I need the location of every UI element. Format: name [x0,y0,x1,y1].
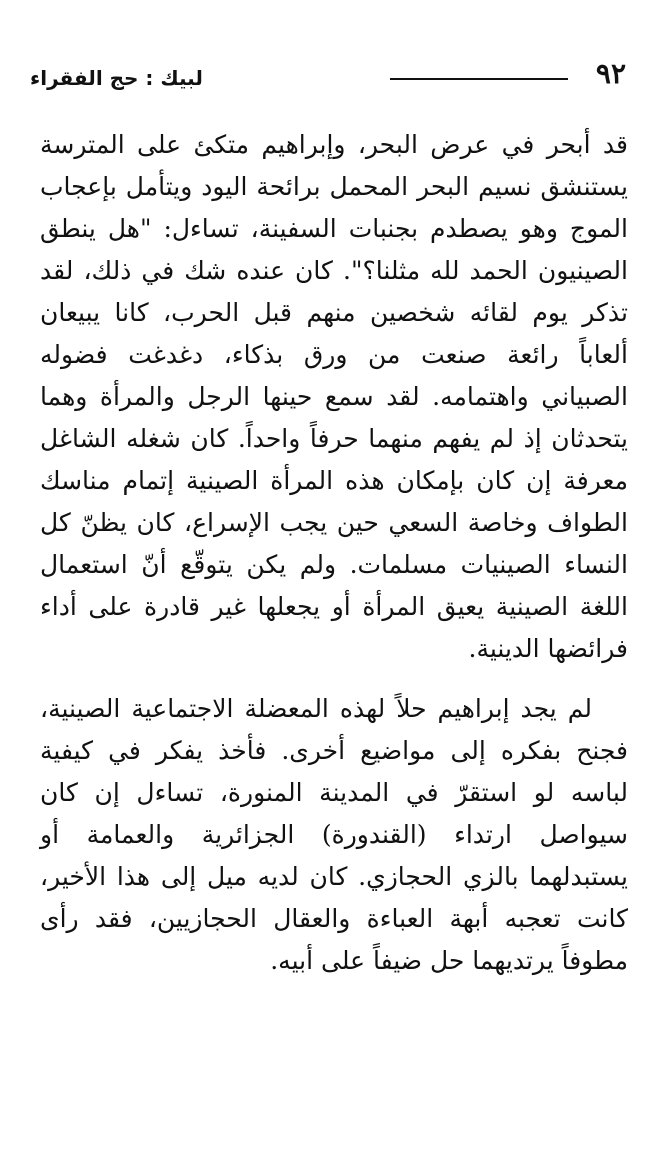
paragraph-2: لم يجد إبراهيم حلاً لهذه المعضلة الاجتماعية الصينية، فجنح بفكره إلى مواضيع أخرى. فأخذ يفكر في كيفية لباسه لو استقرّ في المدينة المنورة، تساءل إن كان سيواصل ارتداء (القندورة) الجزائرية والعمامة أو يستبدلهما بالزي الحجازي. كان لديه ميل إلى هذا الأخير، كانت تعجبه أبهة العباءة والعقال الحجازيين، فقد رأى مطوفاً يرتديهما حل ضيفاً على أبيه. [40,694,628,975]
header-rule [390,78,568,80]
body-text [40,124,628,982]
page-number: ٩٢ [595,57,626,90]
paragraph-1: قد أبحر في عرض البحر، وإبراهيم متكئ على المترسة يستنشق نسيم البحر المحمل برائحة اليود ويتأمل بإعجاب الموج وهو يصطدم بجنبات السفينة، تساءل: "هل ينطق الصينيون الحمد لله مثلنا؟". كان عنده شك في ذلك، لقد تذكر يوم لقائه شخصين منهم قبل الحرب، كانا يبيعان ألعاباً رائعة صنعت من ورق بذكاء، دغدغت فضوله الصبياني واهتمامه. لقد سمع حينها الرجل والمرأة وهما يتحدثان إذ لم يفهم منهما حرفاً واحداً. كان شغله الشاغل معرفة إن كان بإمكان هذه المرأة الصينية إتمام مناسك الطواف وخاصة السعي حين يجب الإسراع، كان يظنّ كل النساء الصينيات مسلمات. ولم يكن يتوقّع أنّ استعمال اللغة الصينية يعيق المرأة أو يجعلها غير قادرة على أداء فرائضها الدينية. [40,130,628,663]
running-header [30,56,626,96]
running-title: لبيك : حج الفقراء [30,66,203,90]
